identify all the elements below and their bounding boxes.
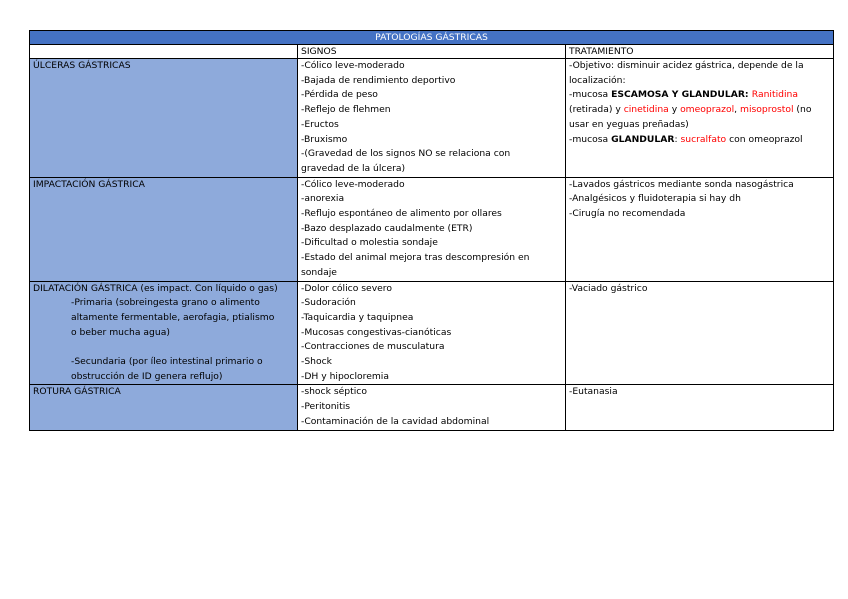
signos-cell-impactacion [298,177,566,281]
pathology-label: DILATACIÓN GÁSTRICA (es impact. Con líquido o gas) [33,282,278,294]
tratamiento-item: -Eutanasia [569,386,618,398]
tratamiento-cell-dilatacion [566,281,834,385]
signo-item: -Eructos [301,118,339,130]
pathology-label: IMPACTACIÓN GÁSTRICA [33,178,145,190]
signo-item: -Bruxismo [301,133,348,145]
pathology-name-dilatacion [30,281,298,385]
mucosa-type-label: ESCAMOSA Y GLANDULAR [611,89,745,101]
text-fragment: : [674,133,681,145]
text-fragment: (retirada) y [569,104,624,116]
header-pathology [30,45,298,59]
drug-name: cinetidina [623,104,669,116]
pathology-name-impactacion [30,177,298,281]
signo-item: gravedad de la úlcera) [301,162,406,174]
tratamiento-cell-rotura [566,385,834,430]
tratamiento-item: -Objetivo: disminuir acidez gástrica, depende de la [569,60,804,71]
spacer [33,340,294,355]
subtype-secundaria: obstrucción de ID genera reflujo) [71,370,223,382]
text-fragment: con omeoprazol [726,133,803,145]
table-header-row [30,45,834,59]
header-tratamiento: TRATAMIENTO [566,45,834,59]
text-fragment: : [744,89,752,101]
signo-item: -Peritonitis [301,401,351,413]
table-row-rotura [30,385,834,430]
pathology-name-ulceras [30,59,298,178]
signo-item: -Dificultad o molestia sondaje [301,237,438,249]
text-fragment: , [734,104,740,116]
tratamiento-cell-ulceras [566,59,834,178]
table-row-dilatacion [30,281,834,385]
signo-item: -anorexia [301,193,345,205]
table-row-impactacion [30,177,834,281]
table-row-ulceras [30,59,834,178]
drug-name: sucralfato [680,133,727,145]
signos-cell-rotura [298,385,566,430]
signo-item: sondaje [301,266,337,278]
tratamiento-item: usar en yeguas preñadas) [569,118,689,130]
pathology-table [29,30,834,431]
signos-cell-ulceras [298,59,566,178]
pathology-label: ROTURA GÁSTRICA [33,386,121,398]
signo-item: -Bazo desplazado caudalmente (ETR) [301,222,473,234]
tratamiento-item [569,88,830,103]
text-fragment: (no [793,104,812,116]
tratamiento-item [569,133,830,148]
tratamiento-item: -Cirugía no recomendada [569,208,686,220]
tratamiento-item [569,103,830,118]
signo-item: -(Gravedad de los signos NO se relaciona con [301,148,511,160]
subtype-primaria: -Primaria (sobreingesta grano o alimento [71,297,260,309]
signo-item: -Shock [301,356,332,368]
header-signos: SIGNOS [298,45,566,59]
signo-item: -Cólico leve-moderado [301,178,405,190]
text-fragment: y [668,104,681,116]
signo-item: -Dolor cólico severo [301,282,392,294]
signo-item: -Sudoración [301,297,356,309]
tratamiento-item: localización: [569,74,626,86]
signo-item: -shock séptico [301,386,367,398]
subtype-secundaria: -Secundaria (por íleo intestinal primario o [71,356,263,368]
signo-item: -Contracciones de musculatura [301,341,445,353]
signo-item: -Reflujo espontáneo de alimento por ollares [301,208,502,220]
signo-item: -Reflejo de flehmen [301,104,391,116]
signo-item: -Estado del animal mejora tras descompresión en [301,252,530,264]
signo-item: -DH y hipocloremia [301,370,389,382]
signos-cell-dilatacion [298,281,566,385]
table-title: PATOLOGÍAS GÁSTRICAS [30,31,834,45]
subtype-primaria: o beber mucha agua) [71,326,170,338]
mucosa-type-label: GLANDULAR [611,133,675,145]
text-fragment: -mucosa [569,133,612,145]
signo-item: -Cólico leve-moderado [301,60,405,71]
pathology-table-container [29,30,833,431]
pathology-name-rotura [30,385,298,430]
signo-item: -Bajada de rendimiento deportivo [301,74,456,86]
tratamiento-item: -Lavados gástricos mediante sonda nasogástrica [569,178,794,190]
signo-item: -Mucosas congestivas-cianóticas [301,326,452,338]
table-title-row [30,31,834,45]
subtype-primaria: altamente fermentable, aerofagia, ptialismo [71,311,275,323]
signo-item: -Contaminación de la cavidad abdominal [301,415,490,427]
signo-item: -Taquicardia y taquipnea [301,311,414,323]
tratamiento-item: -Vaciado gástrico [569,282,648,294]
text-fragment: -mucosa [569,89,612,101]
drug-name: omeoprazol [680,104,735,116]
drug-name: misoprostol [740,104,794,116]
pathology-label: ÚLCERAS GÁSTRICAS [33,60,131,71]
drug-name: Ranitidina [751,89,798,101]
signo-item: -Pérdida de peso [301,89,378,101]
tratamiento-cell-impactacion [566,177,834,281]
tratamiento-item: -Analgésicos y fluidoterapia si hay dh [569,193,741,205]
